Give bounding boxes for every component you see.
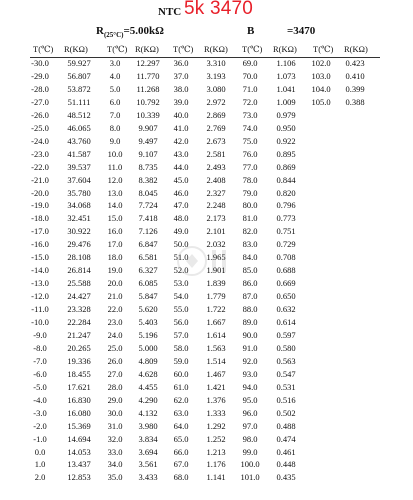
resistance-cell: 9.907 [138,122,158,133]
temperature-cell: 71.0 [242,83,258,94]
temperature-cell: 98.0 [242,433,258,444]
resistance-cell: 41.587 [67,148,91,159]
temperature-cell: 7.0 [109,109,121,120]
temperature-cell: 26.0 [107,355,123,366]
temperature-cell: 40.0 [173,109,189,120]
temperature-cell: -14.0 [31,265,49,276]
product-tag: 5k 3470 [184,0,254,19]
resistance-cell: 14.053 [67,446,91,457]
resistance-cell: 0.563 [276,355,296,366]
resistance-cell: 1.376 [206,394,226,405]
temperature-cell: 15.0 [107,213,123,224]
temperature-cell: 24.0 [107,329,123,340]
temperature-cell: 2.0 [34,472,46,483]
resistance-cell: 2.248 [206,200,226,211]
resistance-cell: 0.950 [276,122,296,133]
temperature-cell: 57.0 [173,329,189,340]
temperature-cell: -3.0 [33,407,47,418]
resistance-cell: 0.502 [276,407,296,418]
resistance-cell: 0.423 [345,58,365,68]
resistance-cell: 0.773 [276,213,296,224]
resistance-cell: 10.792 [136,96,160,107]
temperature-cell: 63.0 [173,407,189,418]
resistance-cell: 1.839 [206,278,226,289]
temperature-cell: 96.0 [242,407,258,418]
temperature-cell: 82.0 [242,226,258,237]
temperature-cell: 66.0 [173,446,189,457]
temperature-cell: 10.0 [107,148,123,159]
resistance-table [0,58,413,488]
resistance-cell: 14.694 [67,433,91,444]
temperature-cell: 85.0 [242,265,258,276]
resistance-cell: 0.688 [276,265,296,276]
column-headers [0,44,413,58]
column-header: T(℃) [107,44,128,54]
resistance-cell: 0.669 [276,278,296,289]
resistance-cell: 10.339 [136,109,160,120]
temperature-cell: -30.0 [31,58,49,68]
temperature-cell: -2.0 [33,420,47,431]
resistance-cell: 2.972 [206,96,226,107]
resistance-cell: 2.327 [206,187,226,198]
resistance-cell: 7.126 [138,226,158,237]
temperature-cell: -27.0 [31,96,49,107]
resistance-cell: 1.041 [276,83,296,94]
temperature-cell: 37.0 [173,70,189,81]
temperature-cell: 83.0 [242,239,258,250]
resistance-cell: 4.455 [138,381,158,392]
temperature-cell: 73.0 [242,109,258,120]
temperature-cell: 68.0 [173,472,189,483]
resistance-cell: 37.604 [67,174,91,185]
temperature-cell: 60.0 [173,368,189,379]
resistance-cell: 15.369 [67,420,91,431]
resistance-cell: 3.561 [138,459,158,470]
temperature-cell: -26.0 [31,109,49,120]
temperature-cell: 3.0 [109,58,121,68]
resistance-cell: 46.065 [67,122,91,133]
resistance-cell: 12.853 [67,472,91,483]
resistance-cell: 0.614 [276,317,296,327]
resistance-cell: 21.247 [67,329,91,340]
column-header: T(℃) [313,44,334,54]
temperature-cell: 65.0 [173,433,189,444]
resistance-cell: 1.213 [206,446,226,457]
resistance-cell: 1.252 [206,433,226,444]
resistance-cell: 53.872 [67,83,91,94]
temperature-cell: 58.0 [173,342,189,353]
resistance-cell: 0.388 [345,96,365,107]
temperature-cell: -21.0 [31,174,49,185]
temperature-cell: 90.0 [242,329,258,340]
temperature-cell: 59.0 [173,355,189,366]
table-header [0,0,413,44]
r25-value: =5.00kΩ [123,25,164,37]
resistance-cell: 19.336 [67,355,91,366]
column-header: T(℃) [242,44,263,54]
resistance-cell: 0.895 [276,148,296,159]
resistance-cell: 20.265 [67,342,91,353]
resistance-cell: 16.830 [67,394,91,405]
resistance-cell: 3.694 [138,446,158,457]
resistance-cell: 9.497 [138,135,158,146]
resistance-cell: 0.488 [276,420,296,431]
temperature-cell: 39.0 [173,96,189,107]
resistance-cell: 51.111 [67,96,91,107]
temperature-cell: 46.0 [173,187,189,198]
resistance-cell: 0.844 [276,174,296,185]
resistance-cell: 0.820 [276,187,296,198]
temperature-cell: 80.0 [242,200,258,211]
temperature-cell: -8.0 [33,342,47,353]
resistance-cell: 1.901 [206,265,226,276]
temperature-cell: 4.0 [109,70,121,81]
temperature-cell: 18.0 [107,252,123,263]
resistance-cell: 0.474 [276,433,296,444]
temperature-cell: 38.0 [173,83,189,94]
resistance-cell: 1.563 [206,342,226,353]
temperature-cell: -29.0 [31,70,49,81]
temperature-cell: 62.0 [173,394,189,405]
ntc-title: NTC [158,6,182,18]
temperature-cell: -7.0 [33,355,47,366]
temperature-cell: 36.0 [173,58,189,68]
temperature-cell: 27.0 [107,368,123,379]
column-header: R(KΩ) [135,44,159,54]
resistance-cell: 3.834 [138,433,158,444]
resistance-cell: 11.268 [136,83,160,94]
temperature-cell: 64.0 [173,420,189,431]
resistance-cell: 0.650 [276,291,296,302]
resistance-cell: 34.068 [67,200,91,211]
resistance-cell: 2.101 [206,226,226,237]
temperature-cell: 28.0 [107,381,123,392]
temperature-cell: 78.0 [242,174,258,185]
resistance-cell: 1.009 [276,96,296,107]
temperature-cell: 94.0 [242,381,258,392]
resistance-cell: 2.769 [206,122,226,133]
resistance-cell: 4.290 [138,394,158,405]
temperature-cell: 56.0 [173,317,189,327]
resistance-cell: 6.847 [138,239,158,250]
temperature-cell: 52.0 [173,265,189,276]
resistance-cell: 6.581 [138,252,158,263]
resistance-cell: 1.292 [206,420,226,431]
temperature-cell: 22.0 [107,304,123,315]
resistance-cell: 4.132 [138,407,158,418]
resistance-cell: 0.632 [276,304,296,315]
resistance-cell: 1.073 [276,70,296,81]
resistance-cell: 0.729 [276,239,296,250]
resistance-cell: 0.708 [276,252,296,263]
resistance-cell: 2.581 [206,148,226,159]
temperature-cell: 81.0 [242,213,258,224]
temperature-cell: 35.0 [107,472,123,483]
temperature-cell: 16.0 [107,226,123,237]
temperature-cell: 70.0 [242,70,258,81]
temperature-cell: -22.0 [31,161,49,172]
resistance-cell: 3.193 [206,70,226,81]
resistance-cell: 17.621 [67,381,91,392]
temperature-cell: 100.0 [240,459,260,470]
resistance-cell: 30.922 [67,226,91,237]
temperature-cell: 31.0 [107,420,123,431]
temperature-cell: -25.0 [31,122,49,133]
temperature-cell: -4.0 [33,394,47,405]
temperature-cell: 11.0 [107,161,123,172]
resistance-cell: 2.173 [206,213,226,224]
column-header: R(KΩ) [344,44,368,54]
temperature-cell: 89.0 [242,317,258,327]
b-label: B [247,25,255,37]
resistance-cell: 43.760 [67,135,91,146]
temperature-cell: 19.0 [107,265,123,276]
column-header: T(℃) [173,44,194,54]
resistance-cell: 1.965 [206,252,226,263]
resistance-cell: 0.796 [276,200,296,211]
resistance-cell: 48.512 [67,109,91,120]
temperature-cell: 25.0 [107,342,123,353]
resistance-cell: 0.410 [345,70,365,81]
column-header: R(KΩ) [64,44,88,54]
resistance-cell: 6.327 [138,265,158,276]
temperature-cell: -10.0 [31,317,49,327]
resistance-cell: 56.807 [67,70,91,81]
resistance-cell: 3.433 [138,472,158,483]
temperature-cell: -20.0 [31,187,49,198]
temperature-cell: 88.0 [242,304,258,315]
resistance-cell: 11.770 [136,70,160,81]
temperature-cell: 87.0 [242,291,258,302]
resistance-cell: 1.467 [206,368,226,379]
resistance-cell: 35.780 [67,187,91,198]
temperature-cell: 102.0 [311,58,331,68]
resistance-cell: 26.814 [67,265,91,276]
r25-spec [96,25,164,39]
temperature-cell: 77.0 [242,161,258,172]
temperature-cell: 72.0 [242,96,258,107]
temperature-cell: 79.0 [242,187,258,198]
resistance-cell: 2.032 [206,239,226,250]
resistance-cell: 2.493 [206,161,226,172]
temperature-cell: 8.0 [109,122,121,133]
resistance-cell: 0.531 [276,381,296,392]
temperature-cell: -17.0 [31,226,49,237]
resistance-cell: 12.297 [136,58,160,68]
resistance-cell: 1.779 [206,291,226,302]
temperature-cell: 41.0 [173,122,189,133]
resistance-cell: 4.809 [138,355,158,366]
resistance-cell: 3.980 [138,420,158,431]
temperature-cell: 30.0 [107,407,123,418]
temperature-cell: -12.0 [31,291,49,302]
resistance-cell: 8.382 [138,174,158,185]
temperature-cell: 21.0 [107,291,123,302]
resistance-cell: 28.108 [67,252,91,263]
temperature-cell: -15.0 [31,252,49,263]
resistance-cell: 6.085 [138,278,158,289]
resistance-cell: 1.176 [206,459,226,470]
temperature-cell: -11.0 [31,304,49,315]
temperature-cell: -6.0 [33,368,47,379]
temperature-cell: 44.0 [173,161,189,172]
resistance-cell: 5.196 [138,329,158,340]
temperature-cell: 105.0 [311,96,331,107]
resistance-cell: 29.476 [67,239,91,250]
resistance-cell: 4.628 [138,368,158,379]
temperature-cell: 103.0 [311,70,331,81]
resistance-cell: 0.580 [276,342,296,353]
temperature-cell: -24.0 [31,135,49,146]
temperature-cell: 99.0 [242,446,258,457]
resistance-cell: 0.547 [276,368,296,379]
temperature-cell: 84.0 [242,252,258,263]
temperature-cell: 23.0 [107,317,123,327]
resistance-cell: 3.080 [206,83,226,94]
resistance-cell: 16.080 [67,407,91,418]
resistance-cell: 32.451 [67,213,91,224]
temperature-cell: 54.0 [173,291,189,302]
temperature-cell: 43.0 [173,148,189,159]
resistance-cell: 5.847 [138,291,158,302]
temperature-cell: 1.0 [34,459,46,470]
resistance-cell: 1.106 [276,58,296,68]
resistance-cell: 23.328 [67,304,91,315]
resistance-cell: 1.614 [206,329,226,340]
resistance-cell: 22.284 [67,317,91,327]
temperature-cell: 92.0 [242,355,258,366]
temperature-cell: 97.0 [242,420,258,431]
temperature-cell: 29.0 [107,394,123,405]
column-header: R(KΩ) [273,44,297,54]
resistance-cell: 5.000 [138,342,158,353]
temperature-cell: 34.0 [107,459,123,470]
r25-subscript: (25°C) [103,31,124,40]
temperature-cell: 33.0 [107,446,123,457]
temperature-cell: 12.0 [107,174,123,185]
resistance-cell: 0.597 [276,329,296,340]
temperature-cell: 49.0 [173,226,189,237]
resistance-cell: 5.620 [138,304,158,315]
temperature-cell: 95.0 [242,394,258,405]
resistance-cell: 0.516 [276,394,296,405]
temperature-cell: -28.0 [31,83,49,94]
resistance-cell: 39.537 [67,161,91,172]
temperature-cell: 101.0 [240,472,260,483]
resistance-cell: 59.927 [67,58,91,68]
temperature-cell: 93.0 [242,368,258,379]
resistance-cell: 5.403 [138,317,158,327]
resistance-cell: 25.588 [67,278,91,289]
temperature-cell: -5.0 [33,381,47,392]
b-value: =3470 [287,25,316,37]
temperature-cell: -9.0 [33,329,47,340]
temperature-cell: 14.0 [107,200,123,211]
resistance-cell: 2.673 [206,135,226,146]
temperature-cell: 69.0 [242,58,258,68]
temperature-cell: -16.0 [31,239,49,250]
resistance-cell: 0.979 [276,109,296,120]
resistance-cell: 0.751 [276,226,296,237]
temperature-cell: 104.0 [311,83,331,94]
resistance-cell: 18.455 [67,368,91,379]
resistance-cell: 1.514 [206,355,226,366]
temperature-cell: 50.0 [173,239,189,250]
resistance-cell: 1.667 [206,317,226,327]
resistance-cell: 24.427 [67,291,91,302]
resistance-cell: 9.107 [138,148,158,159]
temperature-cell: 76.0 [242,148,258,159]
resistance-cell: 8.045 [138,187,158,198]
temperature-cell: 51.0 [173,252,189,263]
column-header: T(℃) [33,44,54,54]
resistance-cell: 1.141 [206,472,226,483]
temperature-cell: 6.0 [109,96,121,107]
resistance-cell: 1.421 [206,381,226,392]
temperature-cell: -18.0 [31,213,49,224]
temperature-cell: 17.0 [107,239,123,250]
temperature-cell: 55.0 [173,304,189,315]
resistance-cell: 0.869 [276,161,296,172]
resistance-cell: 1.722 [206,304,226,315]
temperature-cell: -19.0 [31,200,49,211]
resistance-cell: 2.408 [206,174,226,185]
temperature-cell: 67.0 [173,459,189,470]
temperature-cell: 9.0 [109,135,121,146]
temperature-cell: 74.0 [242,122,258,133]
resistance-cell: 0.435 [276,472,296,483]
resistance-cell: 0.922 [276,135,296,146]
resistance-cell: 0.448 [276,459,296,470]
temperature-cell: 86.0 [242,278,258,289]
resistance-cell: 3.310 [206,58,226,68]
temperature-cell: 47.0 [173,200,189,211]
temperature-cell: -23.0 [31,148,49,159]
column-header: R(KΩ) [204,44,228,54]
resistance-cell: 2.869 [206,109,226,120]
temperature-cell: 61.0 [173,381,189,392]
resistance-cell: 0.399 [345,83,365,94]
temperature-cell: 42.0 [173,135,189,146]
temperature-cell: 32.0 [107,433,123,444]
resistance-cell: 0.461 [276,446,296,457]
resistance-cell: 7.418 [138,213,158,224]
resistance-cell: 7.724 [138,200,158,211]
temperature-cell: 53.0 [173,278,189,289]
temperature-cell: 48.0 [173,213,189,224]
temperature-cell: -1.0 [33,433,47,444]
resistance-cell: 8.735 [138,161,158,172]
resistance-cell: 13.437 [67,459,91,470]
temperature-cell: 13.0 [107,187,123,198]
temperature-cell: 75.0 [242,135,258,146]
temperature-cell: 45.0 [173,174,189,185]
temperature-cell: 0.0 [34,446,46,457]
resistance-cell: 1.333 [206,407,226,418]
temperature-cell: 20.0 [107,278,123,289]
temperature-cell: -13.0 [31,278,49,289]
temperature-cell: 91.0 [242,342,258,353]
r25-label: R [96,25,104,37]
temperature-cell: 5.0 [109,83,121,94]
